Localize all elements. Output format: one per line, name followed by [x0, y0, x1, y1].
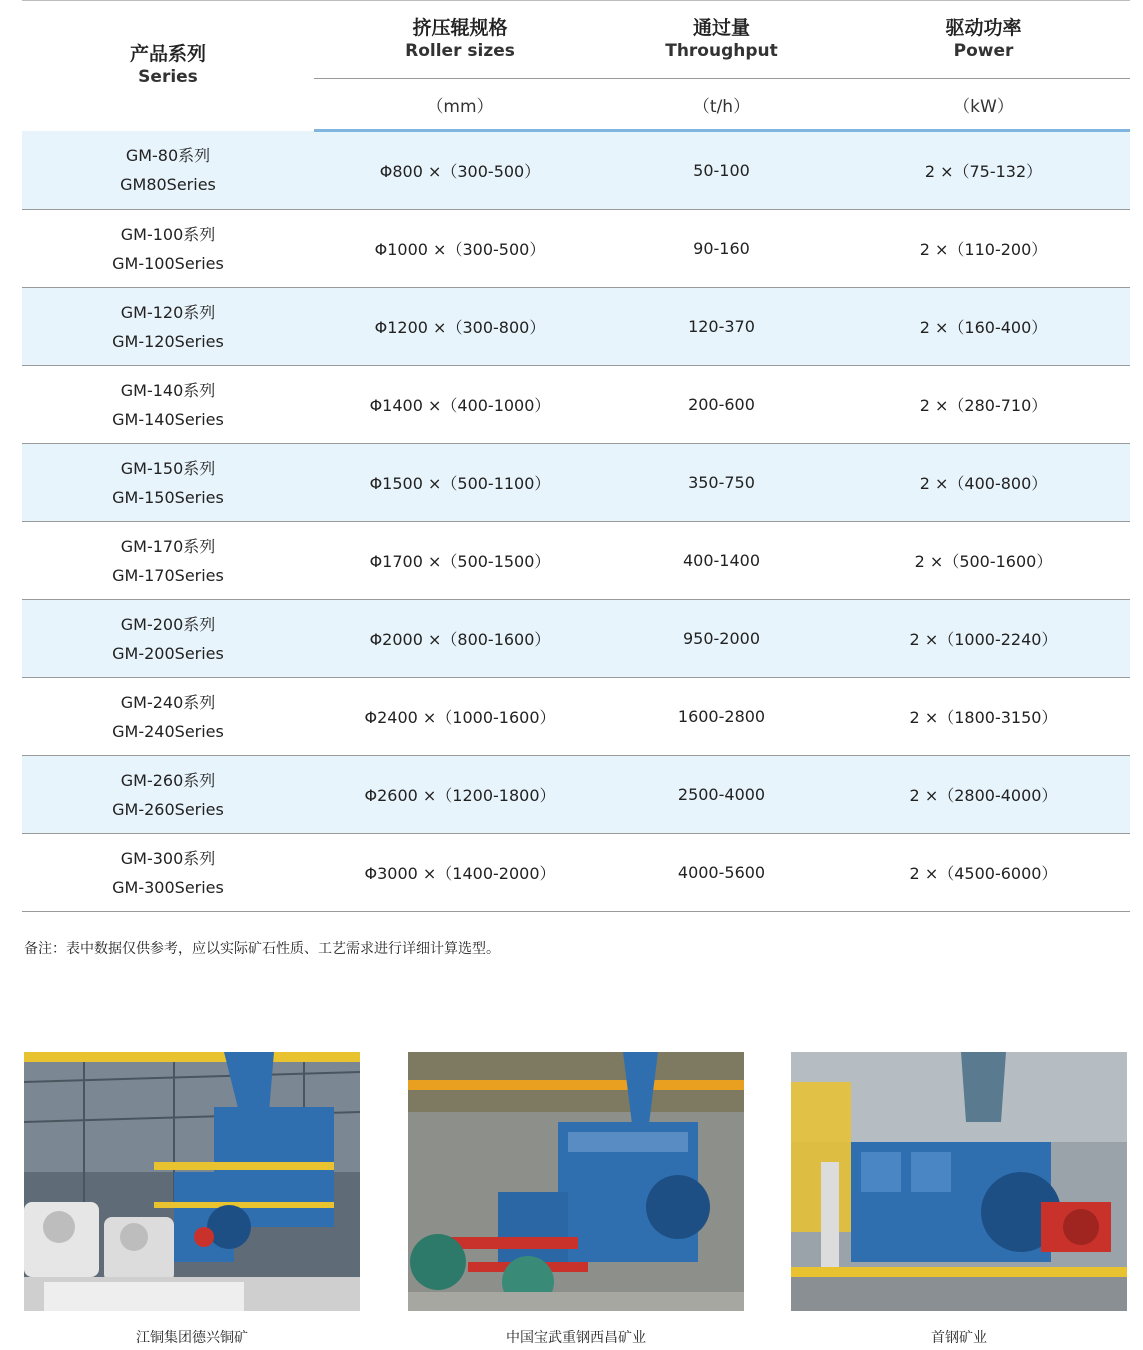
power-cell: 2 ×（1000-2240） [837, 600, 1130, 678]
roller-cell: Φ2600 ×（1200-1800） [314, 756, 606, 834]
power-header-en: Power [953, 41, 1014, 61]
throughput-header [606, 0, 837, 79]
series-en: GM-100Series [112, 253, 224, 273]
series-zh: GM-100系列 [120, 224, 216, 244]
table-row [22, 522, 1130, 600]
roller-cell: Φ800 ×（300-500） [314, 131, 606, 210]
photo-caption-1: 江铜集团德兴铜矿 [136, 1330, 248, 1346]
series-zh: GM-120系列 [120, 302, 216, 322]
power-header-zh: 驱动功率 [945, 17, 1022, 39]
series-zh: GM-200系列 [120, 614, 216, 634]
roller-cell: Φ1200 ×（300-800） [314, 288, 606, 366]
roller-cell: Φ3000 ×（1400-2000） [314, 834, 606, 912]
roller-header-en: Roller sizes [405, 41, 515, 61]
roller-unit: （mm） [314, 79, 606, 131]
footnote: 备注：表中数据仅供参考，应以实际矿石性质、工艺需求进行详细计算选型。 [24, 941, 500, 957]
throughput-cell: 120-370 [606, 288, 837, 366]
table-row [22, 756, 1130, 834]
series-zh: GM-170系列 [120, 536, 216, 556]
power-cell: 2 ×（75-132） [837, 131, 1130, 210]
power-cell: 2 ×（400-800） [837, 444, 1130, 522]
header-row [22, 0, 1130, 79]
throughput-cell: 950-2000 [606, 600, 837, 678]
roller-cell: Φ1700 ×（500-1500） [314, 522, 606, 600]
series-en: GM80Series [120, 174, 216, 194]
series-en: GM-140Series [112, 409, 224, 429]
throughput-cell: 200-600 [606, 366, 837, 444]
series-cell [22, 444, 314, 522]
throughput-header-en: Throughput [665, 41, 778, 61]
table-row [22, 366, 1130, 444]
photo-caption-2: 中国宝武重钢西昌矿业 [506, 1330, 646, 1346]
series-en: GM-240Series [112, 721, 224, 741]
power-cell: 2 ×（2800-4000） [837, 756, 1130, 834]
series-zh: GM-150系列 [120, 458, 216, 478]
series-header-en: Series [138, 67, 198, 88]
site-photo-shougang [791, 1052, 1127, 1311]
roller-header [314, 0, 606, 79]
roller-cell: Φ1000 ×（300-500） [314, 210, 606, 288]
series-en: GM-260Series [112, 799, 224, 819]
power-cell: 2 ×（4500-6000） [837, 834, 1130, 912]
power-cell: 2 ×（500-1600） [837, 522, 1130, 600]
hpgr-machine-image [791, 1052, 1127, 1311]
table-row [22, 288, 1130, 366]
table-row [22, 210, 1130, 288]
series-cell [22, 834, 314, 912]
hpgr-machine-image [24, 1052, 360, 1311]
series-cell [22, 210, 314, 288]
power-cell: 2 ×（160-400） [837, 288, 1130, 366]
power-cell: 2 ×（1800-3150） [837, 678, 1130, 756]
power-unit: （kW） [837, 79, 1130, 131]
series-en: GM-300Series [112, 877, 224, 897]
series-en: GM-120Series [112, 331, 224, 351]
series-header-zh: 产品系列 [129, 43, 206, 66]
table-row [22, 600, 1130, 678]
table-row [22, 444, 1130, 522]
roller-cell: Φ1400 ×（400-1000） [314, 366, 606, 444]
series-header [22, 0, 314, 131]
series-zh: GM-300系列 [120, 848, 216, 868]
throughput-cell: 2500-4000 [606, 756, 837, 834]
series-cell [22, 522, 314, 600]
table-row [22, 131, 1130, 210]
throughput-cell: 350-750 [606, 444, 837, 522]
hpgr-machine-image [408, 1052, 744, 1311]
throughput-header-zh: 通过量 [692, 17, 750, 39]
table-row [22, 834, 1130, 912]
series-zh: GM-80系列 [125, 145, 211, 165]
spec-table [22, 0, 1130, 912]
series-zh: GM-140系列 [120, 380, 216, 400]
power-cell: 2 ×（280-710） [837, 366, 1130, 444]
roller-cell: Φ1500 ×（500-1100） [314, 444, 606, 522]
series-cell [22, 288, 314, 366]
series-zh: GM-240系列 [120, 692, 216, 712]
power-header [837, 0, 1130, 79]
site-photo-xichang [408, 1052, 744, 1311]
series-cell [22, 366, 314, 444]
series-cell [22, 131, 314, 210]
series-cell [22, 756, 314, 834]
throughput-cell: 50-100 [606, 131, 837, 210]
roller-header-zh: 挤压辊规格 [412, 17, 508, 39]
table-row [22, 678, 1130, 756]
series-cell [22, 678, 314, 756]
series-zh: GM-260系列 [120, 770, 216, 790]
power-cell: 2 ×（110-200） [837, 210, 1130, 288]
series-en: GM-200Series [112, 643, 224, 663]
roller-cell: Φ2400 ×（1000-1600） [314, 678, 606, 756]
throughput-unit: （t/h） [606, 79, 837, 131]
site-photo-dexing [24, 1052, 360, 1311]
roller-cell: Φ2000 ×（800-1600） [314, 600, 606, 678]
series-en: GM-170Series [112, 565, 224, 585]
throughput-cell: 4000-5600 [606, 834, 837, 912]
throughput-cell: 400-1400 [606, 522, 837, 600]
photo-caption-3: 首钢矿业 [931, 1330, 987, 1346]
series-cell [22, 600, 314, 678]
throughput-cell: 1600-2800 [606, 678, 837, 756]
throughput-cell: 90-160 [606, 210, 837, 288]
series-en: GM-150Series [112, 487, 224, 507]
